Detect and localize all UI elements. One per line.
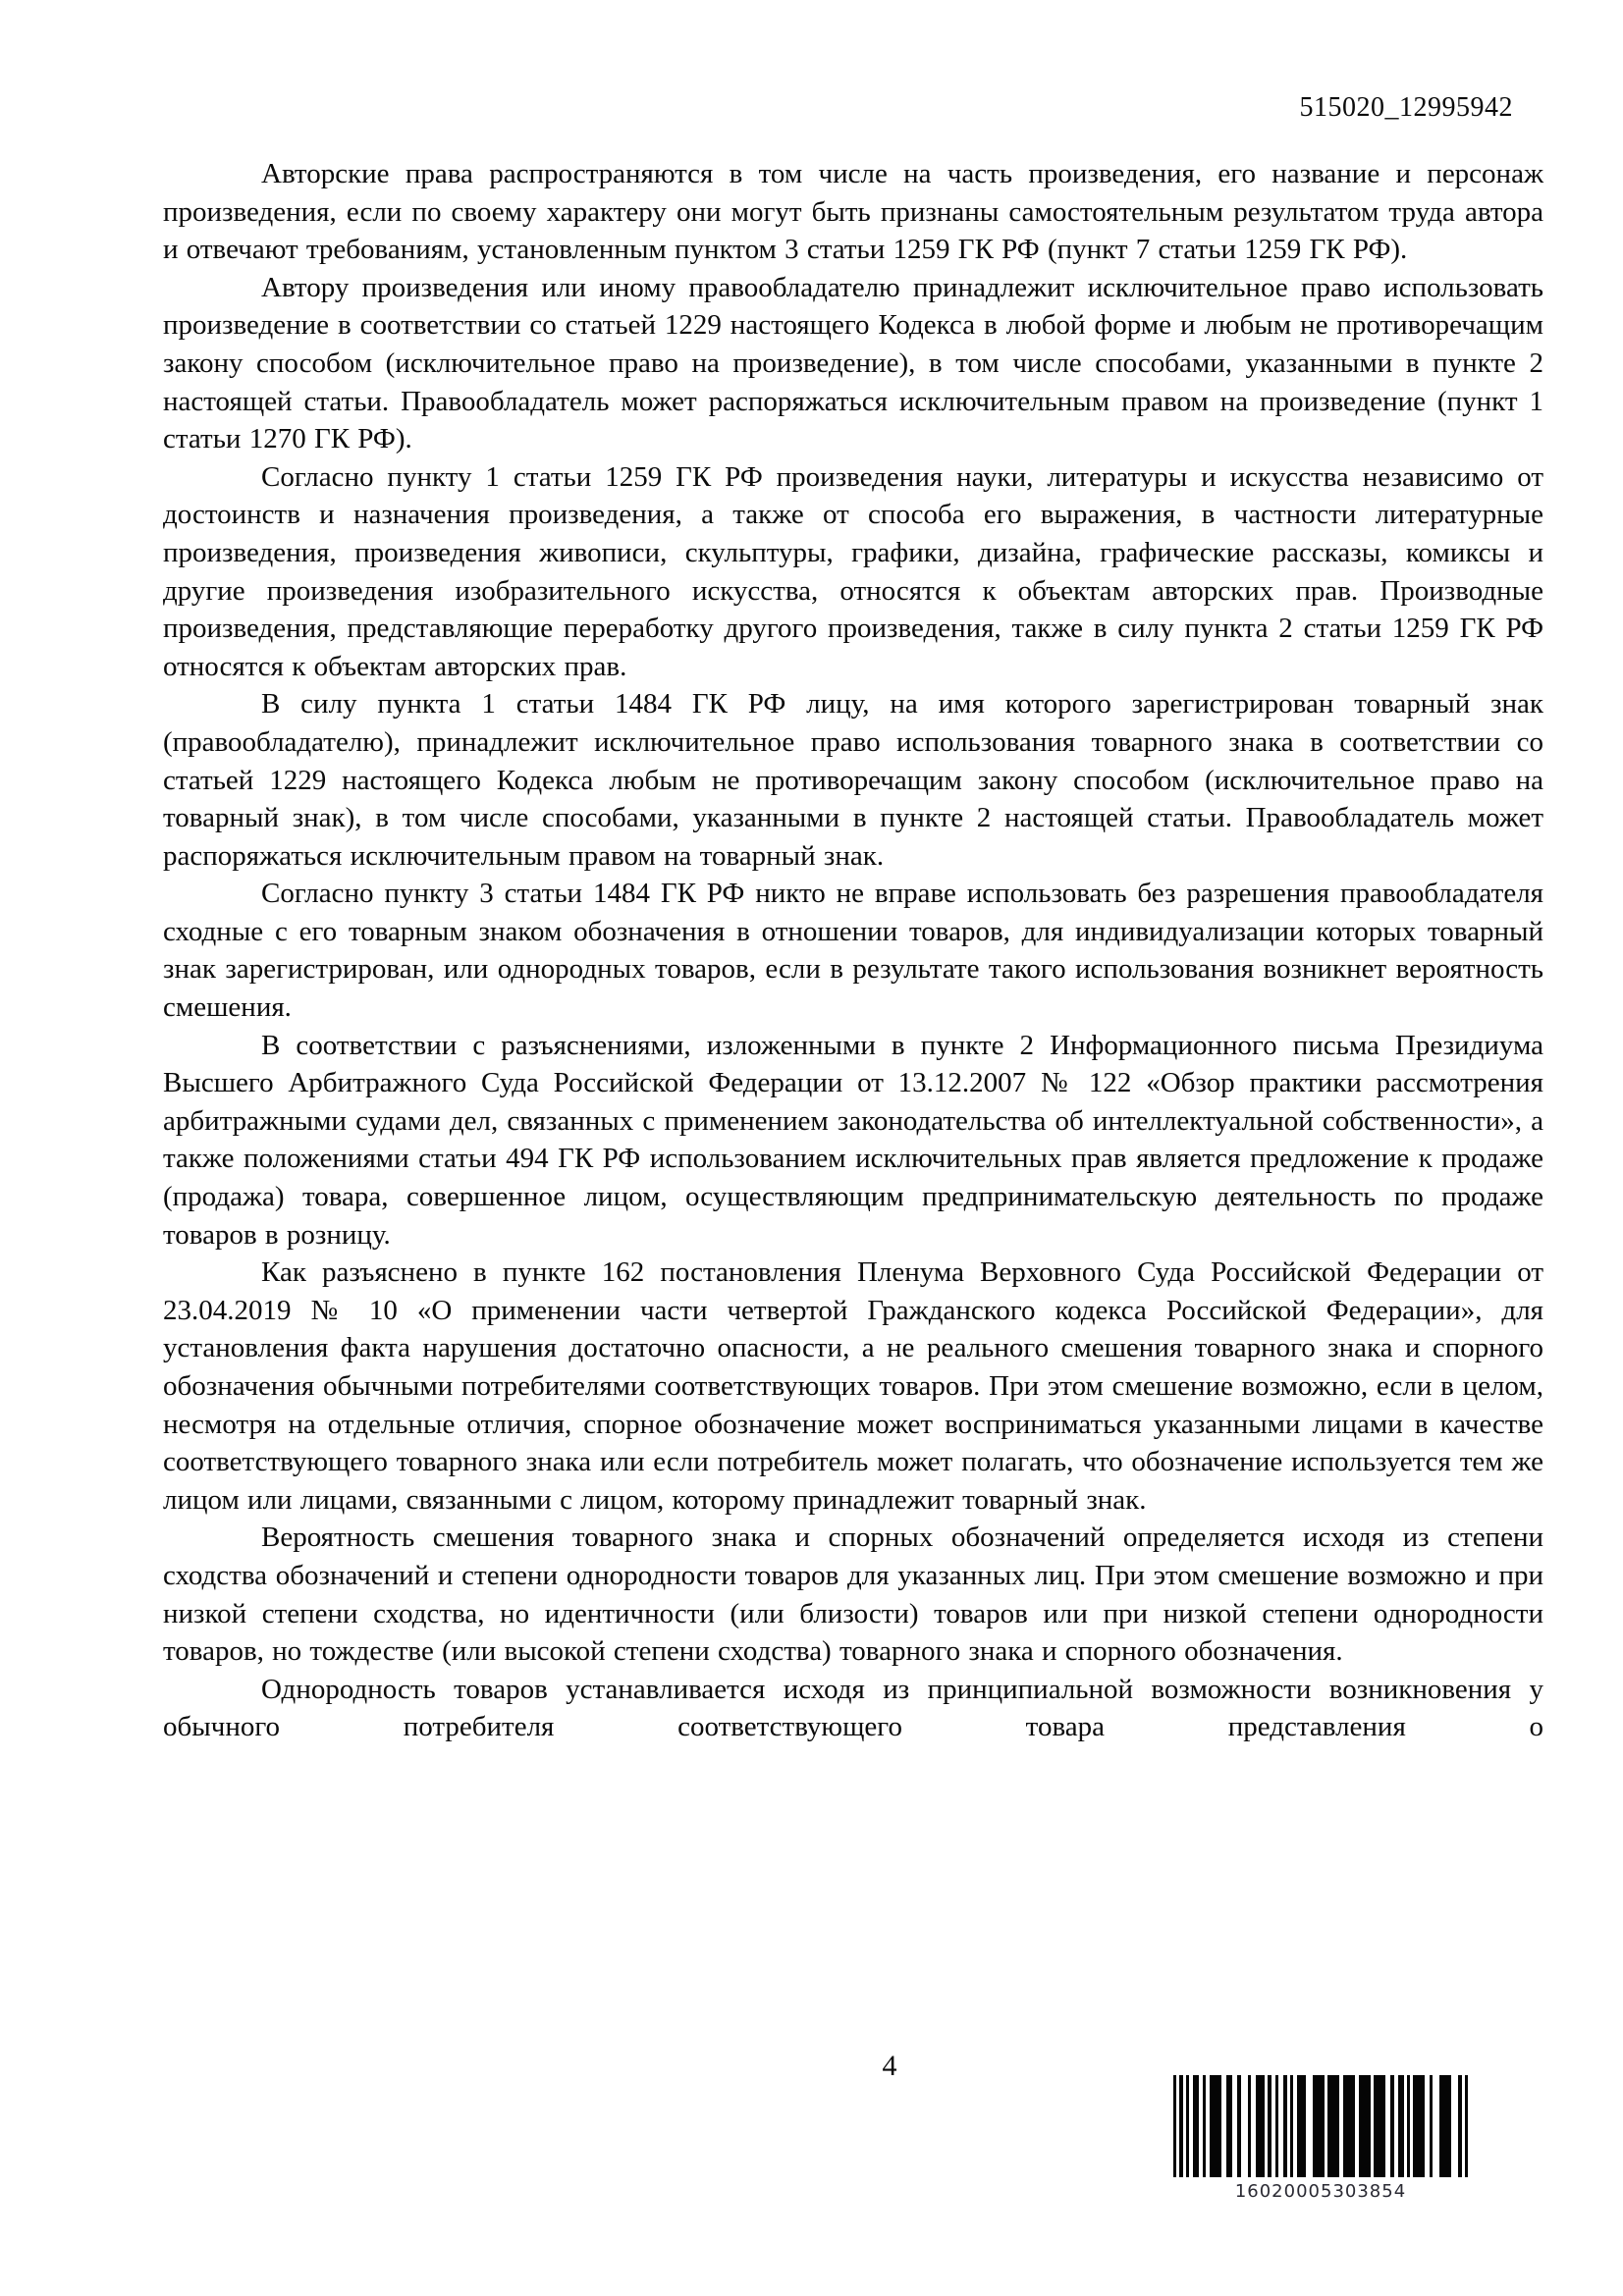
body-text <box>163 155 1543 1746</box>
paragraph: В силу пункта 1 статьи 1484 ГК РФ лицу, на имя которого зарегистрирован товарный знак (правообладателю), принадлежит исключительное право использования товарного знака в соответствии со статьей 1229 настоящего Кодекса любым не противоречащим закону способом (исключительное право на товарный знак), в том числе способами, указанными в пункте 2 настоящей статьи. Правообладатель может распоряжаться исключительным правом на товарный знак. <box>163 688 1543 872</box>
paragraph: Вероятность смешения товарного знака и спорных обозначений определяется исходя из степени сходства обозначений и степени однородности товаров для указанных лиц. При этом смешение возможно и при низкой степени сходства, но идентичности (или близости) товаров или при низкой степени однородности товаров, но тождестве (или высокой степени сходства) товарного знака и спорного обозначения. <box>163 1522 1543 1668</box>
paragraph: Как разъяснено в пункте 162 постановления Пленума Верховного Суда Российской Федерации от 23.04.2019 № 10 «О применении части четвертой Гражданского кодекса Российской Федерации», для установления факта нарушения достаточно опасности, а не реального смешения товарного знака и спорного обозначения обычными потребителями соответствующих товаров. При этом смешение возможно, если в целом, несмотря на отдельные отличия, спорное обозначение может восприниматься указанными лицами в качестве соответствующего товарного знака или если потребитель может полагать, что обозначение используется тем же лицом или лицами, связанными с лицом, которому принадлежит товарный знак. <box>163 1256 1543 1516</box>
paragraph: В соответствии с разъяснениями, изложенными в пункте 2 Информационного письма Президиума Высшего Арбитражного Суда Российской Федерации от 13.12.2007 № 122 «Обзор практики рассмотрения арбитражными судами дел, связанных с применением законодательства об интеллектуальной собственности», а также положениями статьи 494 ГК РФ использованием исключительных прав является предложение к продаже (продажа) товара, совершенное лицом, осуществляющим предпринимательскую деятельность по продаже товаров в розницу. <box>163 1029 1543 1251</box>
page-number: 4 <box>882 2050 897 2082</box>
paragraph: Автору произведения или иному правообладателю принадлежит исключительное право использовать произведение в соответствии со статьей 1229 настоящего Кодекса в любой форме и любым не противоречащим закону способом (исключительное право на произведение), в том числе способами, указанными в пункте 2 настоящей статьи. Правообладатель может распоряжаться исключительным правом на произведение (пункт 1 статьи 1270 ГК РФ). <box>163 271 1543 455</box>
barcode <box>1173 2075 1468 2177</box>
paragraph: Согласно пункту 1 статьи 1259 ГК РФ произведения науки, литературы и искусства независимо от достоинств и назначения произведения, а также от способа его выражения, в частности литературные произведения, произведения живописи, скульптуры, графики, дизайна, графические рассказы, комиксы и другие произведения изобразительного искусства, относятся к объектам авторских прав. Производные произведения, представляющие переработку другого произведения, также в силу пункта 2 статьи 1259 ГК РФ относятся к объектам авторских прав. <box>163 460 1543 682</box>
paragraph: Согласно пункту 3 статьи 1484 ГК РФ никто не вправе использовать без разрешения правообладателя сходные с его товарным знаком обозначения в отношении товаров, для индивидуализации которых товарный знак зарегистрирован, или однородных товаров, если в результате такого использования возникнет вероятность смешения. <box>163 878 1543 1024</box>
paragraph: Однородность товаров устанавливается исходя из принципиальной возможности возникновения у обычного потребителя соответствующего товара представления о <box>163 1673 1543 1743</box>
paragraph: Авторские права распространяются в том числе на часть произведения, его название и персонаж произведения, если по своему характеру они могут быть признаны самостоятельным результатом труда автора и отвечают требованиям, установленным пунктом 3 статьи 1259 ГК РФ (пункт 7 статьи 1259 ГК РФ). <box>163 158 1543 266</box>
document-number: 515020_12995942 <box>1299 92 1513 123</box>
barcode-number: 16020005303854 <box>1234 2181 1407 2202</box>
